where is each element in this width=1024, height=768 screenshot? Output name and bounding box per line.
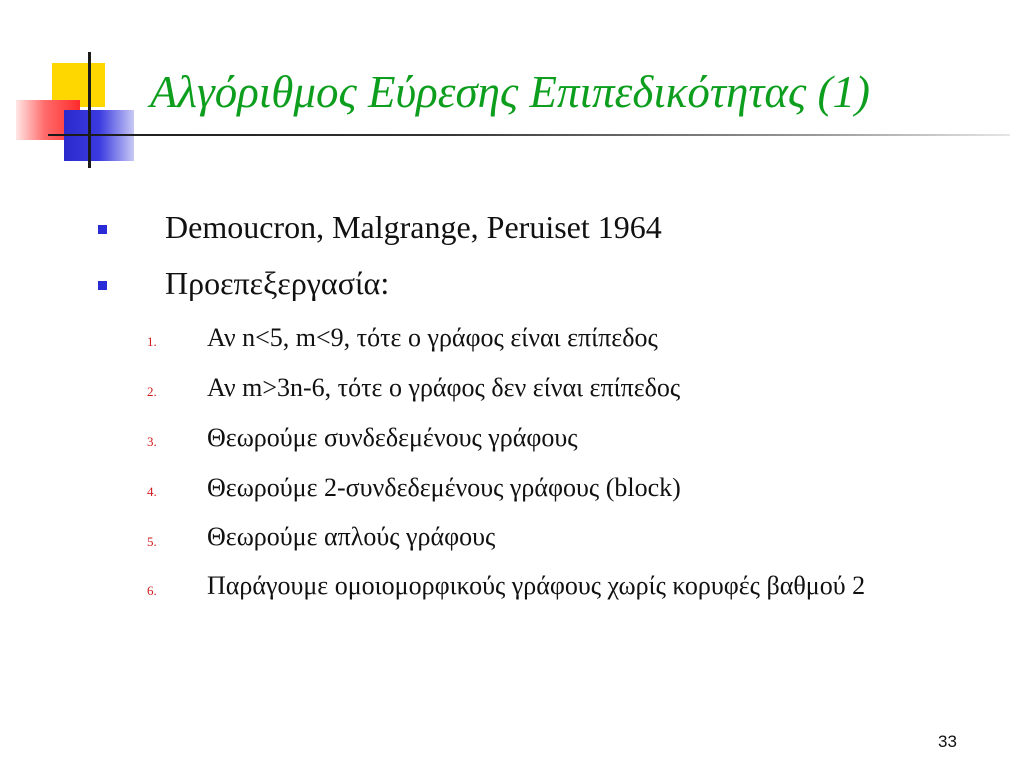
- corner-decoration: [0, 0, 160, 175]
- step-text: Αν m>3n-6, τότε ο γράφος δεν είναι επίπεδος: [207, 373, 681, 402]
- step-number: 1.: [147, 334, 157, 349]
- step-number: 5.: [147, 534, 157, 549]
- square-bullet-icon: [98, 225, 107, 234]
- vertical-line-decoration: [88, 52, 91, 168]
- step-text: Αν n<5, m<9, τότε ο γράφος είναι επίπεδος: [207, 323, 658, 352]
- square-bullet-icon: [98, 281, 107, 290]
- bullet-text: Προεπεξεργασία:: [165, 265, 390, 301]
- slide-title: Αλγόριθμος Εύρεσης Επιπεδικότητας (1): [150, 67, 870, 117]
- title-underline: [48, 134, 1010, 136]
- step-text: Παράγουμε ομοιομορφικούς γράφους χωρίς κορυφές βαθμού 2: [207, 571, 866, 600]
- step-number: 3.: [147, 434, 157, 449]
- step-number: 6.: [147, 583, 157, 598]
- page-number: 33: [938, 732, 957, 751]
- step-text: Θεωρούμε συνδεδεμένους γράφους: [207, 423, 578, 452]
- step-number: 4.: [147, 484, 157, 499]
- step-number: 2.: [147, 384, 157, 399]
- step-text: Θεωρούμε απλούς γράφους: [207, 522, 496, 551]
- step-text: Θεωρούμε 2-συνδεδεμένους γράφους (block): [207, 473, 681, 502]
- bullet-text: Demoucron, Malgrange, Peruiset 1964: [165, 209, 662, 245]
